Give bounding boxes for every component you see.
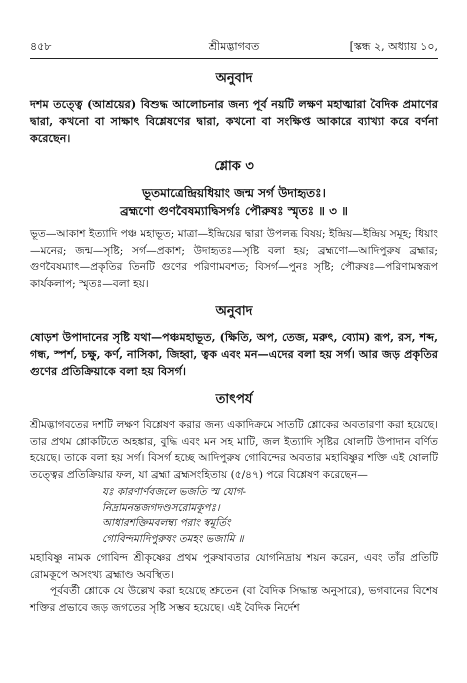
word-for-word-synonyms: ভূত—আকাশ ইত্যাদি পঞ্চ মহাভূত; মাত্রা—ইন্দ্রিয়ের দ্বারা উপলব্ধ বিষয়; ইন্দ্রিয়—ইন্দ্রিয় সমূহ; ধিয়াং—মনের; জন্ম—সৃষ্টি; সর্গ—প্রকাশ; উদাহৃতঃ—সৃষ্টি বলা হয়; ব্রহ্মণো—আদিপুরুষ ব্রহ্মার; গুণবৈষম্যাৎ—প্রকৃতির তিনটি গুণের পরিণামবশত; বিসর্গ—পুনঃ সৃষ্টি; পৌরুষঃ—পরিণামস্বরূপ কার্যকলাপ; স্মৃতঃ—বলা হয়। [30, 228, 438, 290]
translation-heading: অনুবাদ [215, 71, 253, 86]
verse-line-1: ভূতমাত্রেন্দ্রিয়ধিয়াং জন্ম সর্গ উদাহৃতঃ। [142, 186, 326, 200]
purport-paragraph-2: মহাবিষ্ণু নামক গোবিন্দ শ্রীকৃষ্ণের প্রথম পুরুষাবতার যোগনিদ্রায় শয়ন করেন, এবং তাঁর প্রতিটি রোমকূপে অসংখ্য ব্রহ্মাণ্ড অবস্থিত। [30, 552, 438, 581]
verse-line-2: ব্রহ্মণো গুণবৈষম্যাদ্বিসর্গঃ পৌরুষঃ স্মৃতঃ ॥ ৩ ॥ [120, 204, 348, 218]
page-header [30, 38, 438, 56]
brahma-samhita-quote [102, 485, 438, 547]
purport-paragraph-1: শ্রীমদ্ভাগবতের দশটি লক্ষণ বিশ্লেষণ করার জন্য একাদিক্রমে সাতটি শ্লোকের অবতারণা করা হয়েছে। তার প্রথম শ্লোকটিতে অহঙ্কার, বুদ্ধি এবং মন সহ মাটি, জল ইত্যাদি সৃষ্টির ষোলটি উপাদান বর্ণিত হয়েছে। তাকে বলা হয় সর্গ। বিসর্গ হচ্ছে আদিপুরুষ গোবিন্দের অবতার মহাবিষ্ণুর শক্তি এই ষোলটি তত্ত্বের প্রতিক্রিয়ার ফল, যা ব্রহ্মা ব্রহ্মসংহিতায় (৫/৪৭) পরে বিশ্লেষণ করেছেন— [30, 419, 439, 481]
translation-text-2: ষোড়শ উপাদানের সৃষ্টি যথা—পঞ্চমহাভূত, (ক্ষিতি, অপ, তেজ, মরুৎ, ব্যোম) রূপ, রস, শব্দ, গন্ধ, স্পর্শ, চক্ষু, কর্ণ, নাসিকা, জিহ্বা, ত্বক এবং মন—এদের বলা হয় সর্গ। আর জড় প্রকৃতির গুণের প্রতিক্রিয়াকে বলা হয় বিসর্গ। [30, 330, 438, 378]
purport-paragraph-3: পূর্ববর্তী শ্লোকে যে উল্লেখ করা হয়েছে শ্রুতেন (বা বৈদিক সিদ্ধান্ত অনুসারে), ভগবানের বিশেষ শক্তির প্রভাবে জড় জগতের সৃষ্টি সম্ভব হয়েছে। এই বৈদিক নির্দেশ [30, 585, 438, 614]
translation-text: দশম তত্ত্বে (আশ্রয়ের) বিশুদ্ধ আলোচনার জন্য পূর্ব নয়টি লক্ষণ মহাত্মারা বৈদিক প্রমাণের দ্বারা, কখনো বা সাক্ষাৎ বিশ্লেষণের দ্বারা, কখনো বা সংক্ষিপ্ত আকারে ব্যাখ্যা করে বর্ণনা করেছেন। [30, 97, 438, 145]
chapter-reference: [স্কন্ধ ২, অধ্যায় ১০, [349, 40, 438, 53]
purport-heading: তাৎপর্য [215, 392, 253, 407]
page-number: ৪৫৮ [30, 40, 52, 53]
verse-heading: শ্লোক ৩ [214, 159, 254, 174]
book-page [30, 38, 438, 616]
quote-line: আধারশক্তিমবলম্ব্য পরাং স্বমূর্তিং [102, 517, 231, 529]
quote-line: যঃ কারণার্ণবজলে ভজতি স্ম যোগ- [102, 486, 247, 498]
quote-line: গোবিন্দমাদিপুরুষং তমহং ভজামি ॥ [102, 532, 244, 545]
running-title: শ্রীমদ্ভাগবত [208, 40, 260, 53]
header-rule [30, 58, 438, 59]
translation-heading-2: অনুবাদ [215, 304, 253, 319]
quote-line: নিদ্রামনন্তজগদণ্ডসরোমকূপঃ। [102, 501, 220, 514]
